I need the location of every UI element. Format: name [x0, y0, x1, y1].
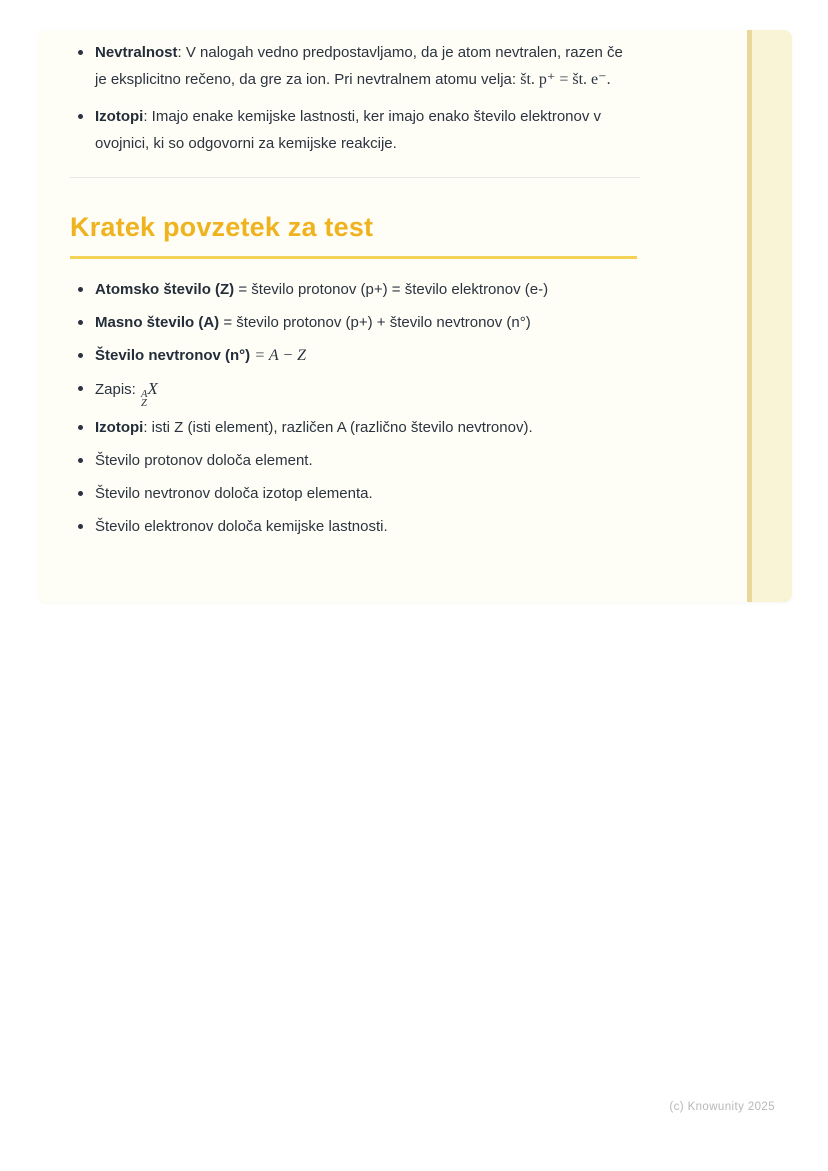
body-text: Zapis:	[95, 381, 141, 398]
math-inline: = A − Z	[254, 347, 307, 364]
body-text: Število elektronov določa kemijske lastnosti.	[95, 518, 388, 535]
right-accent-stripe	[747, 30, 792, 602]
body-text: : isti Z (isti element), različen A (različno število nevtronov).	[143, 419, 533, 436]
card-content	[70, 39, 637, 546]
nuclide-subscript: Z	[141, 398, 147, 409]
term-label: Atomsko število (Z)	[95, 281, 235, 298]
body-text: : Imajo enake kemijske lastnosti, ker imajo enako število elektronov v ovojnici, ki so odgovorni za kemijske reakcije.	[95, 108, 602, 152]
term-label: Število nevtronov (n°)	[95, 347, 251, 364]
body-text: = število protonov (p+) = število elektronov (e-)	[234, 281, 549, 298]
list-item	[70, 309, 637, 336]
list-item	[70, 414, 637, 441]
section-heading: Kratek povzetek za test	[70, 211, 637, 259]
list-item	[70, 39, 637, 93]
term-label: Masno število (A)	[95, 314, 220, 331]
intro-list	[70, 39, 637, 157]
term-label: Nevtralnost	[95, 44, 178, 61]
footer-credit: (c) Knowunity 2025	[669, 1101, 775, 1113]
list-item	[70, 480, 637, 507]
body-text: : V nalogah vedno predpostavljamo, da je atom nevtralen, razen če je eksplicitno rečeno, da gre za ion. Pri nevtralnem atomu velja:	[95, 44, 623, 88]
list-item	[70, 103, 637, 157]
body-text: = število protonov (p+) + število nevtronov (n°)	[219, 314, 531, 331]
nuclide-superscript: A	[141, 389, 148, 400]
notes-card	[38, 30, 792, 602]
body-text: Število protonov določa element.	[95, 452, 313, 469]
math-inline: št. p⁺ = št. e⁻.	[520, 71, 611, 88]
term-label: Izotopi	[95, 419, 144, 436]
section-divider	[70, 177, 640, 178]
list-item	[70, 375, 637, 408]
nuclide-symbol: X	[147, 379, 158, 398]
term-label: Izotopi	[95, 108, 144, 125]
list-item	[70, 342, 637, 369]
list-item	[70, 513, 637, 540]
body-text: Število nevtronov določa izotop elementa.	[95, 485, 373, 502]
list-item	[70, 447, 637, 474]
summary-list	[70, 276, 637, 540]
list-item	[70, 276, 637, 303]
